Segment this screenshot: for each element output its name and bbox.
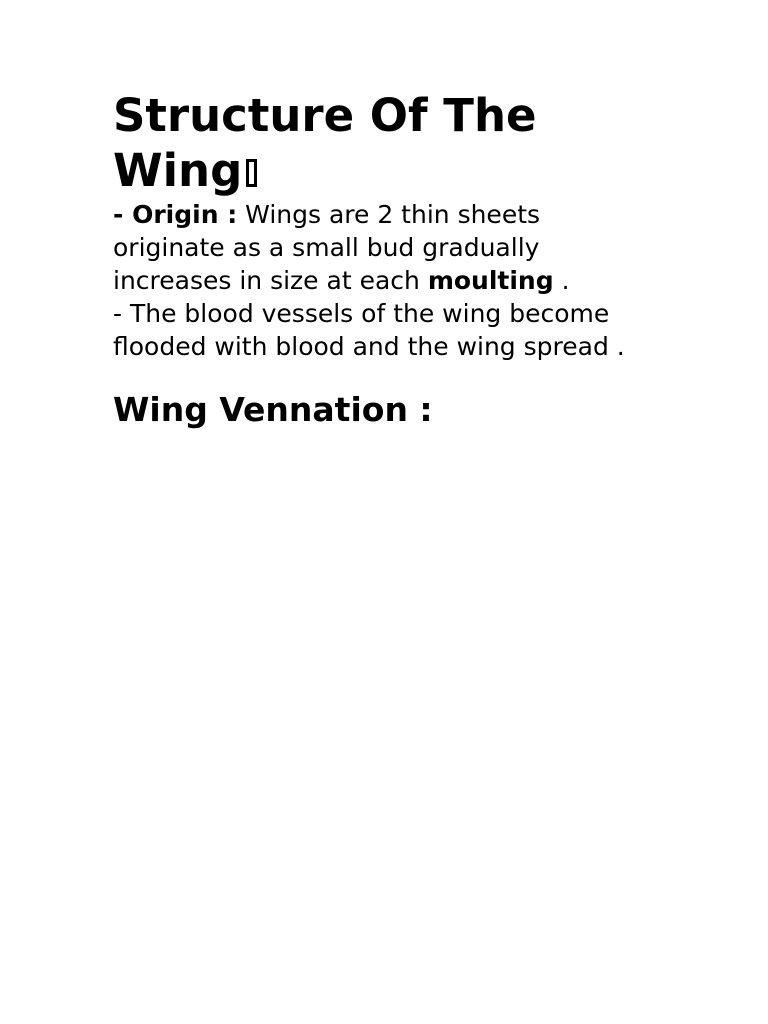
document-page	[113, 88, 653, 430]
missing-glyph-box-icon	[246, 159, 257, 187]
blood-vessels-paragraph: - The blood vessels of the wing become flooded with blood and the wing spread .	[113, 299, 625, 361]
origin-paragraph	[113, 198, 653, 297]
page-title	[113, 88, 653, 198]
origin-text: Wings are 2 thin sheets originate as a small bud gradually increases in size at each	[113, 200, 541, 295]
origin-label: - Origin :	[113, 200, 238, 229]
origin-end: .	[553, 266, 570, 295]
wing-vennation-heading: Wing Vennation :	[113, 390, 433, 429]
moulting-term: moulting	[427, 266, 554, 295]
page-title-text: Structure Of The Wing	[113, 89, 537, 197]
